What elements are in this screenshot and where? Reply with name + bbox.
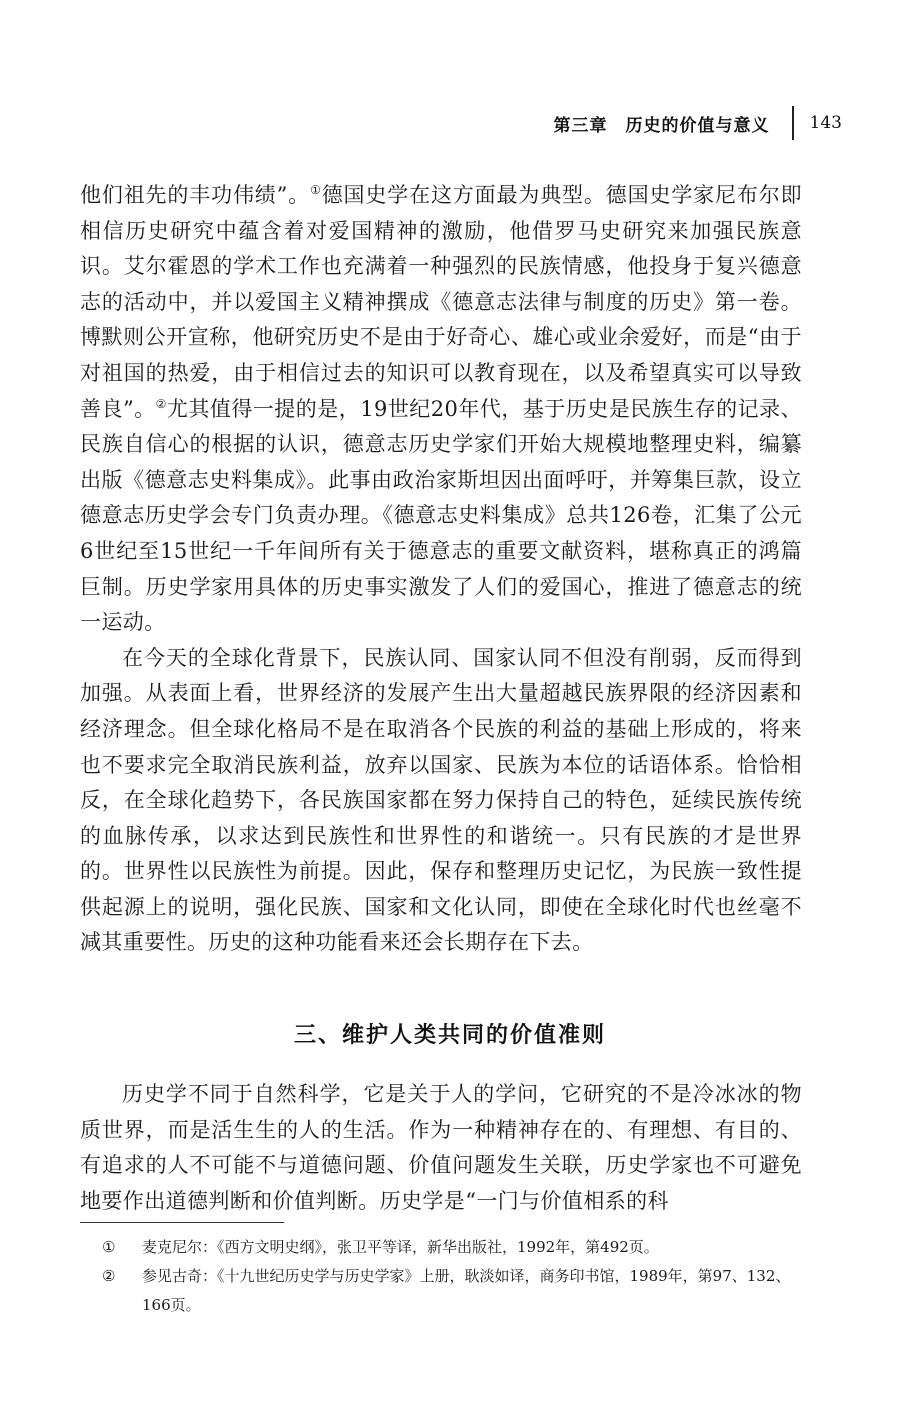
section-heading: 三、维护人类共同的价值准则 <box>293 1023 606 1048</box>
footnote-mark: ① <box>102 1238 116 1256</box>
footnote-text: 参见古奇：《十九世纪历史学与历史学家》上册，耿淡如译，商务印书馆，1989年，第97、132、166页。 <box>142 1267 791 1314</box>
body-text-upper <box>80 178 802 961</box>
paragraph-globalization: 在今天的全球化背景下，民族认同、国家认同不但没有削弱，反而得到加强。从表面上看，世界经济的发展产生出大量超越民族界限的经济因素和经济理念。但全球化格局不是在取消各个民族的利益的基础上形成的，将来也不要求完全取消民族利益，放弃以国家、民族为本位的话语体系。恰恰相反，在全球化趋势下，各民族国家都在努力保持自己的特色，延续民族传统的血脉传承，以求达到民族性和世界性的和谐统一。只有民族的才是世界的。世界性以民族性为前提。因此，保存和整理历史记忆，为民族一致性提供起源上的说明，强化民族、国家和文化认同，即使在全球化时代也丝毫不减其重要性。历史的这种功能看来还会长期存在下去。 <box>80 645 802 955</box>
footnote-text: 麦克尼尔：《西方文明史纲》，张卫平等译，新华出版社，1992年，第492页。 <box>142 1238 659 1256</box>
body-text-lower <box>80 1077 802 1219</box>
footnotes <box>80 1233 802 1320</box>
paragraph1-part3: 尤其值得一提的是，19世纪20年代，基于历史是民族生存的记录、民族自信心的根据的认识，德意志历史学家们开始大规模地整理史料，编纂出版《德意志史料集成》。此事由政治家斯坦因出面呼吁，并筹集巨款，设立德意志历史学会专门负责办理。《德意志史料集成》总共126卷，汇集了公元6世纪至15世纪一千年间所有关于德意志的重要文献资料，堪称真正的鸿篇巨制。历史学家用具体的历史事实激发了人们的爱国心，推进了德意志的统一运动。 <box>80 396 802 635</box>
footnote-divider <box>80 1222 284 1223</box>
header-divider <box>792 106 794 140</box>
footnote-2 <box>80 1262 802 1320</box>
paragraph1-part2: 德国史学在这方面最为典型。德国史学家尼布尔即相信历史研究中蕴含着对爱国精神的激励，他借罗马史研究来加强民族意识。艾尔霍恩的学术工作也充满着一种强烈的民族情感，他投身于复兴德意志的活动中，并以爱国主义精神撰成《德意志法律与制度的历史》第一卷。博默则公开宣称，他研究历史不是由于好奇心、雄心或业余爱好，而是“由于对祖国的热爱，由于相信过去的知识可以教育现在，以及希望真实可以导致善良”。 <box>80 183 802 421</box>
footnote-1 <box>80 1233 802 1262</box>
footnote-ref-2: ② <box>155 396 167 411</box>
page-number: 143 <box>809 113 842 133</box>
paragraph1-part1: 他们祖先的丰功伟绩”。 <box>80 183 311 207</box>
chapter-title: 第三章 历史的价值与意义 <box>553 115 770 136</box>
footnote-mark: ② <box>102 1267 116 1285</box>
paragraph-continuation <box>80 178 802 641</box>
footnote-ref-1: ① <box>310 183 322 197</box>
paragraph-history-values: 历史学不同于自然科学，它是关于人的学问，它研究的不是冷冰冰的物质世界，而是活生生的人的生活。作为一种精神存在的、有理想、有目的、有追求的人不可能不与道德问题、价值问题发生关联，历史学家也不可避免地要作出道德判断和价值判断。历史学是“一门与价值相系的科 <box>80 1082 802 1213</box>
running-header <box>554 106 842 140</box>
